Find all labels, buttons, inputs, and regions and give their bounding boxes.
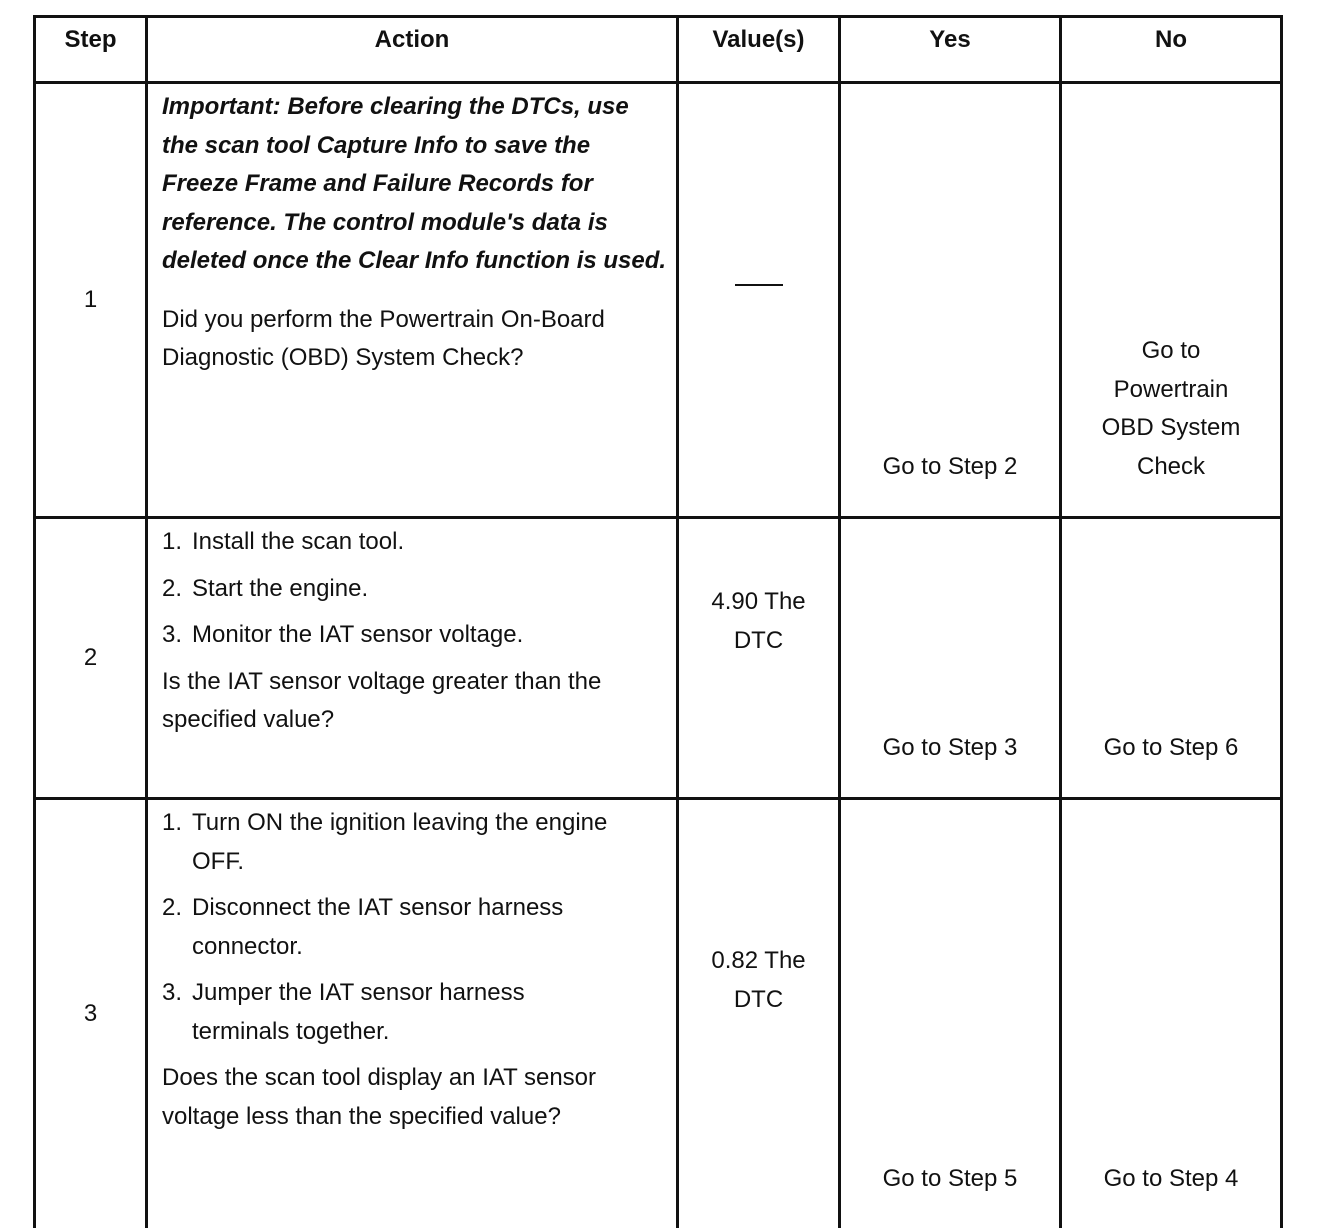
- value-dash: [735, 284, 783, 286]
- instruction-item: [162, 974, 668, 1051]
- step-number: 1: [35, 83, 147, 518]
- action-cell: [147, 83, 678, 518]
- instruction-text: Install the scan tool.: [192, 523, 668, 562]
- header-no: No: [1061, 17, 1282, 83]
- yes-cell: Go to Step 3: [840, 518, 1061, 799]
- value-text: 4.90 The DTC: [679, 583, 838, 660]
- action-question: Is the IAT sensor voltage greater than the specified value?: [162, 663, 668, 740]
- table-row: [35, 518, 1282, 799]
- header-step: Step: [35, 17, 147, 83]
- value-cell: [678, 799, 840, 1228]
- value-cell: [678, 83, 840, 518]
- yes-cell: Go to Step 2: [840, 83, 1061, 518]
- no-link-text: Go to Powertrain OBD System Check: [1086, 332, 1256, 486]
- instruction-number: 2.: [162, 889, 192, 966]
- instruction-text: Monitor the IAT sensor voltage.: [192, 616, 668, 655]
- instruction-number: 2.: [162, 570, 192, 609]
- action-question: Does the scan tool display an IAT sensor voltage less than the specified value?: [162, 1059, 668, 1136]
- value-cell: [678, 518, 840, 799]
- header-yes: Yes: [840, 17, 1061, 83]
- no-cell: Go to Step 6: [1061, 518, 1282, 799]
- instruction-number: 1.: [162, 523, 192, 562]
- table-row: [35, 799, 1282, 1228]
- instruction-text: Disconnect the IAT sensor harness connector.: [192, 889, 668, 966]
- step-number: 2: [35, 518, 147, 799]
- instruction-number: 3.: [162, 974, 192, 1051]
- diagnostic-table: [33, 15, 1283, 1228]
- action-cell: [147, 799, 678, 1228]
- important-note: Important: Before clearing the DTCs, use the scan tool Capture Info to save the Freeze Frame and Failure Records for reference. The control module's data is deleted once the Clear Info function is used.: [162, 88, 668, 281]
- action-question: Did you perform the Powertrain On-Board Diagnostic (OBD) System Check?: [162, 301, 668, 378]
- no-cell: [1061, 83, 1282, 518]
- instruction-item: [162, 570, 668, 609]
- instruction-list: [162, 804, 668, 1051]
- instruction-list: [162, 523, 668, 655]
- no-cell: Go to Step 4: [1061, 799, 1282, 1228]
- instruction-number: 1.: [162, 804, 192, 881]
- table-header-row: [35, 17, 1282, 83]
- action-cell: [147, 518, 678, 799]
- step-number: 3: [35, 799, 147, 1228]
- instruction-number: 3.: [162, 616, 192, 655]
- header-action: Action: [147, 17, 678, 83]
- instruction-text: Jumper the IAT sensor harness terminals together.: [192, 974, 668, 1051]
- header-values: Value(s): [678, 17, 840, 83]
- instruction-item: [162, 804, 668, 881]
- instruction-text: Start the engine.: [192, 570, 668, 609]
- value-text: 0.82 The DTC: [679, 942, 838, 1019]
- table-row: [35, 83, 1282, 518]
- instruction-item: [162, 616, 668, 655]
- instruction-text: Turn ON the ignition leaving the engine OFF.: [192, 804, 668, 881]
- instruction-item: [162, 523, 668, 562]
- instruction-item: [162, 889, 668, 966]
- yes-cell: Go to Step 5: [840, 799, 1061, 1228]
